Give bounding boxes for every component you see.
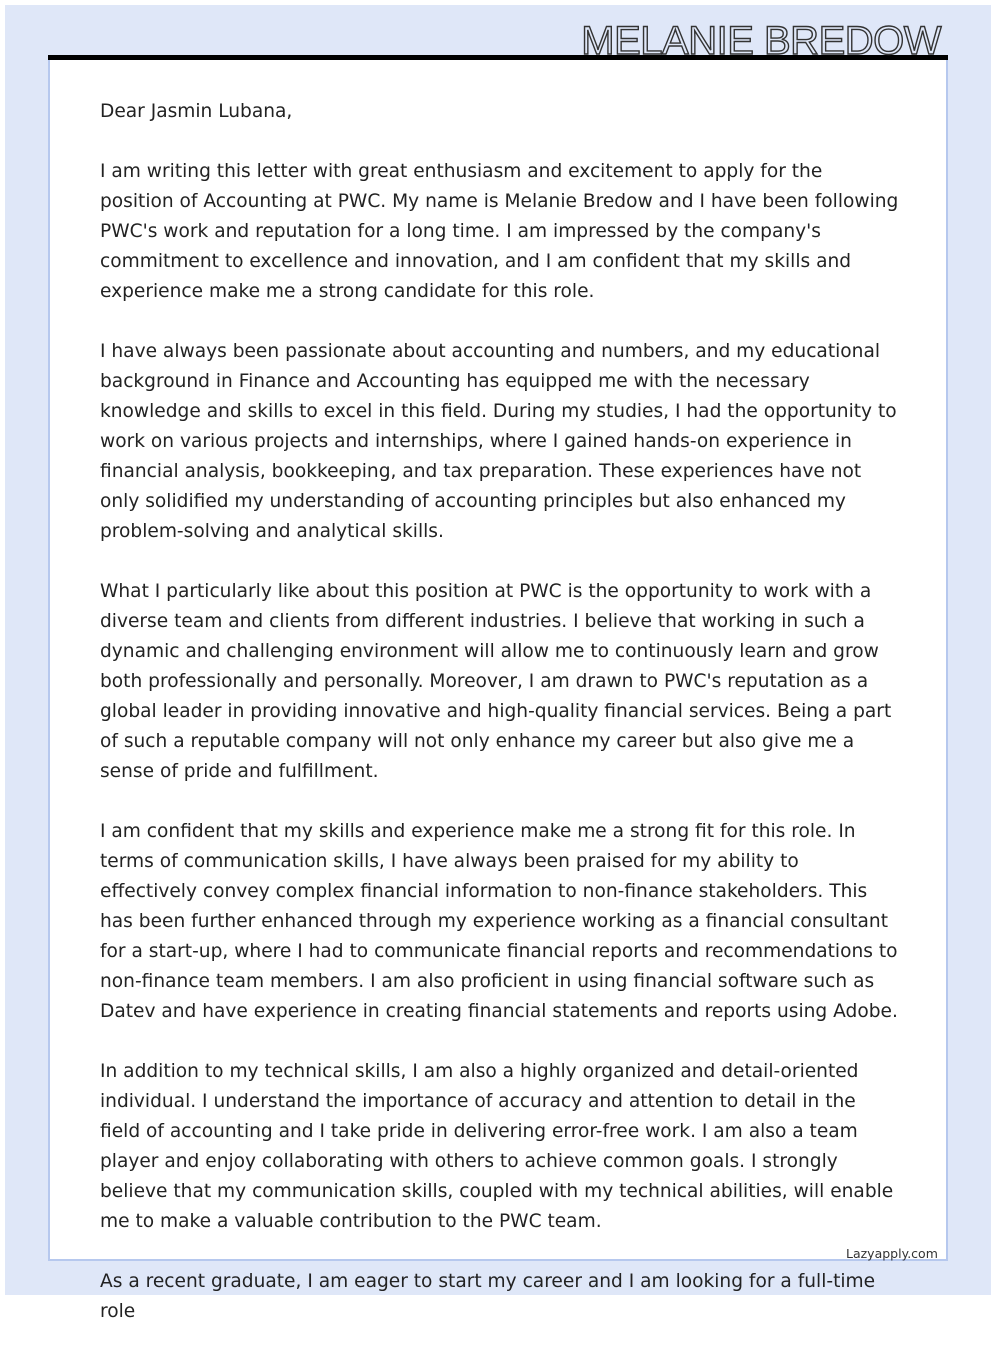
paragraph-1: I am writing this letter with great enthusiasm and excitement to apply for the position of Accounting at PWC. My name is Melanie Bredow and I have been following PWC's work and reputation for a long time. I am impressed by the company's commitment to excellence and innovation, and I am confident that my skills and experience make me a strong candidate for this role. <box>100 161 899 302</box>
paragraph-3: What I particularly like about this position at PWC is the opportunity to work with a diverse team and clients from different industries. I believe that working in such a dynamic and challenging environment will allow me to continuously learn and grow both professionally and personally. Moreover, I am drawn to PWC's reputation as a global leader in providing innovative and high-quality financial services. Being a part of such a reputable company will not only enhance my career but also give me a sense of pride and fulfillment. <box>100 581 892 782</box>
document-background <box>5 5 991 1322</box>
letter-body <box>100 97 900 1357</box>
watermark-credit: Lazyapply.com <box>846 1246 938 1261</box>
salutation: Dear Jasmin Lubana, <box>100 101 293 122</box>
paragraph-6: As a recent graduate, I am eager to start my career and I am looking for a full-time role <box>100 1271 876 1322</box>
paragraph-4: I am confident that my skills and experience make me a strong fit for this role. In terms of communication skills, I have always been praised for my ability to effectively convey complex financial information to non-finance stakeholders. This has been further enhanced through my experience working as a financial consultant for a start-up, where I had to communicate financial reports and recommendations to non-finance team members. I am also proficient in using financial software such as Datev and have experience in creating financial statements and reports using Adobe. <box>100 821 898 1022</box>
applicant-name: MELANIE BREDOW <box>581 19 941 63</box>
paragraph-2: I have always been passionate about accounting and numbers, and my educational background in Finance and Accounting has equipped me with the necessary knowledge and skills to excel in this field. During my studies, I had the opportunity to work on various projects and internships, where I gained hands-on experience in financial analysis, bookkeeping, and tax preparation. These experiences have not only solidified my understanding of accounting principles but also enhanced my problem-solving and analytical skills. <box>100 341 897 542</box>
paragraph-5: In addition to my technical skills, I am also a highly organized and detail-oriented individual. I understand the importance of accuracy and attention to detail in the field of accounting and I take pride in delivering error-free work. I am also a team player and enjoy collaborating with others to achieve common goals. I strongly believe that my communication skills, coupled with my technical abilities, will enable me to make a valuable contribution to the PWC team. <box>100 1061 894 1232</box>
